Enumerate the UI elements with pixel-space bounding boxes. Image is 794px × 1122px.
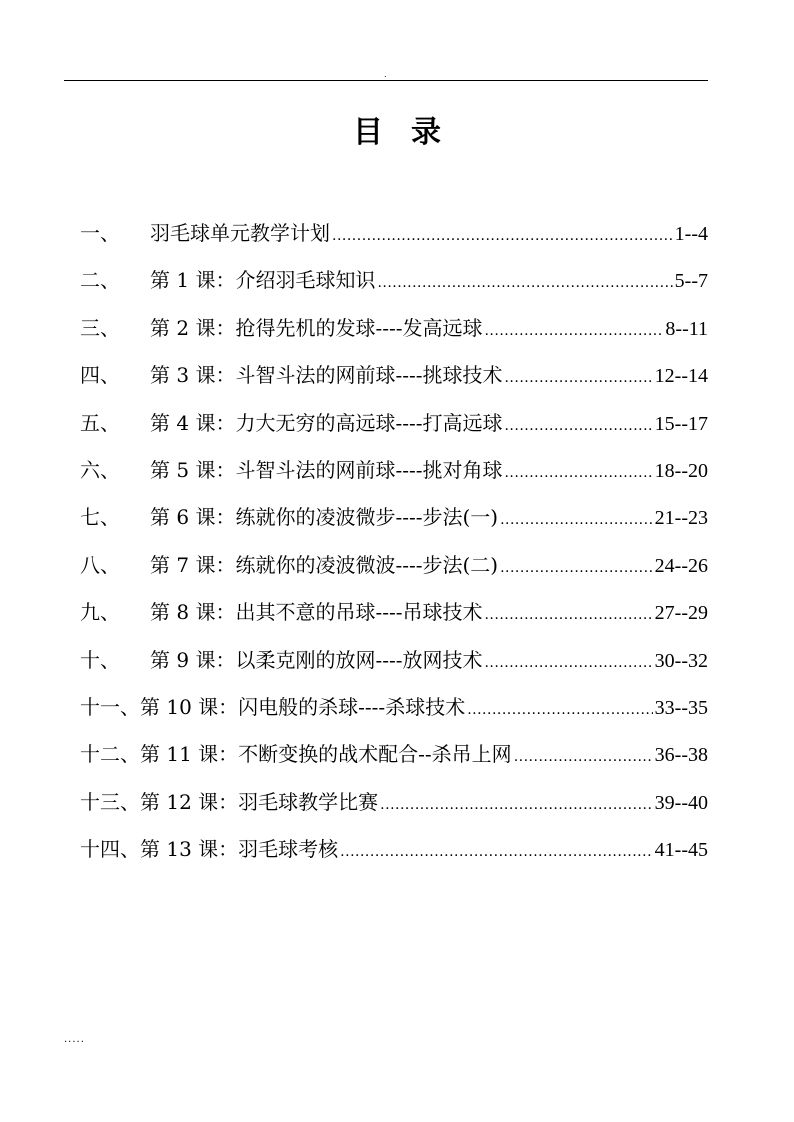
- toc-entry[interactable]: [80, 447, 708, 494]
- toc-entry-pages: 18--20: [654, 459, 708, 482]
- toc-entry-number: 九、: [80, 600, 120, 625]
- toc-entry[interactable]: [80, 684, 708, 731]
- toc-entry[interactable]: [80, 826, 708, 873]
- toc-entry-number: 八、: [80, 552, 120, 577]
- toc-entry-title: 第 2 课：抢得先机的发球----发高远球: [150, 315, 483, 340]
- toc-entry-pages: 24--26: [654, 554, 708, 577]
- toc-entry-number: 十二、: [80, 742, 140, 767]
- toc-entry[interactable]: [80, 779, 708, 826]
- toc-entry-pages: 8--11: [665, 317, 708, 340]
- toc-dot-leader: [504, 355, 652, 402]
- toc-dot-leader: [484, 592, 652, 639]
- toc-entry-number: 六、: [80, 457, 120, 482]
- toc-dot-leader: [504, 450, 652, 497]
- toc-entry-title: 第 6 课：练就你的凌波微步----步法(一): [150, 505, 499, 530]
- toc-dot-leader: [377, 260, 672, 307]
- toc-entry[interactable]: [80, 494, 708, 541]
- toc-dot-leader: [340, 829, 653, 876]
- toc-entry-number: 四、: [80, 363, 120, 388]
- toc-entry-title: 第 5 课：斗智斗法的网前球----挑对角球: [150, 457, 503, 482]
- toc-dot-leader: [332, 213, 673, 260]
- toc-entry-title: 第 11 课：不断变换的战术配合--杀吊上网: [140, 742, 512, 767]
- toc-entry[interactable]: [80, 210, 708, 257]
- toc-dot-leader: [504, 403, 652, 450]
- toc-dot-leader: [467, 687, 652, 734]
- toc-entry-pages: 15--17: [654, 412, 708, 435]
- header-mark: .: [384, 70, 387, 79]
- header-rule: [64, 80, 708, 81]
- toc-entry[interactable]: [80, 305, 708, 352]
- toc-entry-pages: 5--7: [674, 270, 708, 293]
- toc-entry-title: 第 3 课：斗智斗法的网前球----挑球技术: [150, 363, 503, 388]
- toc-entry-title: 第 12 课：羽毛球教学比赛: [140, 789, 379, 814]
- toc-entry[interactable]: [80, 731, 708, 778]
- toc-entry-pages: 30--32: [654, 649, 708, 672]
- toc-entry-number: 一、: [80, 221, 120, 245]
- toc-entry[interactable]: [80, 637, 708, 684]
- toc-dot-leader: [484, 640, 652, 687]
- toc-entry-pages: 36--38: [654, 744, 708, 767]
- toc-dot-leader: [500, 545, 653, 592]
- toc-dot-leader: [500, 497, 653, 544]
- toc-entry-number: 十一、: [80, 694, 140, 719]
- toc-entry-title: 第 10 课：闪电般的杀球----杀球技术: [140, 694, 466, 719]
- toc-entry-title: 第 4 课：力大无穷的高远球----打高远球: [150, 410, 503, 435]
- toc-entry-title: 第 7 课：练就你的凌波微波----步法(二): [150, 552, 499, 577]
- toc-entry-pages: 39--40: [654, 791, 708, 814]
- toc-entry-number: 五、: [80, 410, 120, 435]
- toc-entry-pages: 21--23: [654, 507, 708, 530]
- table-of-contents: [80, 210, 708, 873]
- toc-dot-leader: [484, 308, 663, 355]
- toc-entry-pages: 1--4: [674, 223, 708, 245]
- toc-entry-number: 三、: [80, 315, 120, 340]
- toc-entry[interactable]: [80, 589, 708, 636]
- toc-entry-title: 第 13 课：羽毛球考核: [140, 837, 339, 862]
- toc-entry-number: 七、: [80, 505, 120, 530]
- toc-entry-pages: 33--35: [654, 696, 708, 719]
- toc-entry[interactable]: [80, 257, 708, 304]
- toc-entry-title: 第 1 课：介绍羽毛球知识: [150, 268, 376, 293]
- toc-entry-number: 十四、: [80, 837, 140, 862]
- toc-dot-leader: [514, 734, 653, 781]
- toc-entry-number: 十、: [80, 647, 120, 672]
- toc-entry-number: 二、: [80, 268, 120, 293]
- toc-entry-pages: 41--45: [654, 839, 708, 862]
- toc-entry-title: 第 8 课：出其不意的吊球----吊球技术: [150, 600, 483, 625]
- footer-mark: .....: [64, 1034, 85, 1045]
- toc-dot-leader: [380, 782, 653, 829]
- toc-entry[interactable]: [80, 400, 708, 447]
- page-title: 目录: [353, 115, 469, 150]
- toc-entry[interactable]: [80, 352, 708, 399]
- toc-entry-pages: 12--14: [654, 365, 708, 388]
- toc-entry[interactable]: [80, 542, 708, 589]
- toc-entry-title: 第 9 课：以柔克刚的放网----放网技术: [150, 647, 483, 672]
- toc-entry-title: 羽毛球单元教学计划: [150, 221, 330, 245]
- toc-entry-pages: 27--29: [654, 602, 708, 625]
- toc-entry-number: 十三、: [80, 789, 140, 814]
